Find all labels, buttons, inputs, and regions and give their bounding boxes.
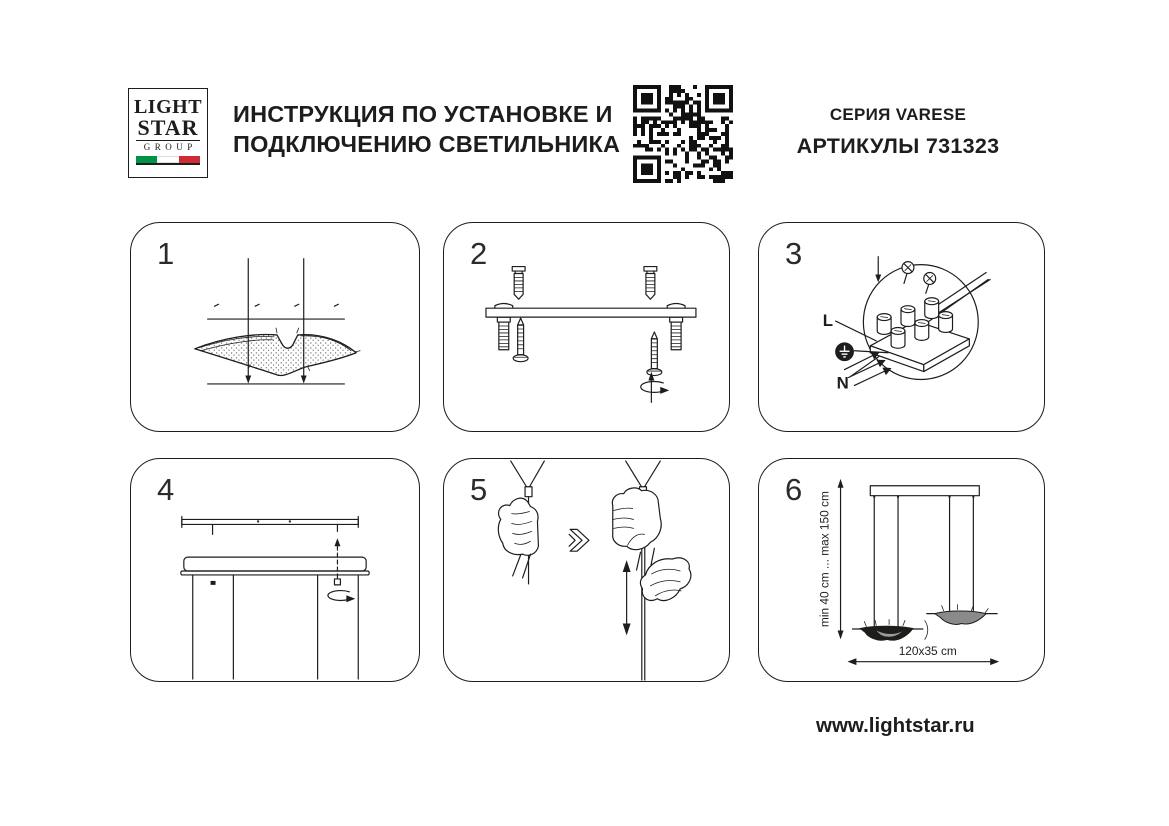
screw-head <box>495 303 513 308</box>
step-number: 5 <box>470 472 488 507</box>
rotate-arrow-icon <box>328 591 355 603</box>
step-number: 6 <box>785 472 803 507</box>
mounting-bracket <box>182 516 358 534</box>
step3-drawing <box>759 223 1044 431</box>
step4-drawing <box>131 459 419 681</box>
screw-head <box>667 303 685 308</box>
gripping-hand <box>498 498 538 578</box>
terminal-screw-icon <box>902 262 914 284</box>
step1-drawing <box>131 223 419 431</box>
step5-drawing <box>444 459 729 681</box>
step-panel-1 <box>130 222 420 432</box>
canopy <box>181 557 369 575</box>
terminal-cylinder <box>939 312 953 333</box>
left-shade <box>852 620 927 641</box>
step-number: 2 <box>470 236 488 271</box>
ground-icon <box>835 342 854 361</box>
next-step-arrow-icon <box>569 529 589 551</box>
terminal-block <box>870 298 969 372</box>
pulling-cloth <box>640 558 691 601</box>
width-dimension-label: 120x35 cm <box>898 644 957 659</box>
right-shade <box>927 605 997 625</box>
suspension-wires <box>193 575 359 679</box>
step-panel-5 <box>443 458 730 682</box>
screw-icon <box>647 332 662 376</box>
page-title <box>233 99 620 159</box>
series-info <box>758 105 1038 159</box>
terminal-cylinder <box>925 298 939 319</box>
bolt-icon <box>670 317 683 350</box>
series-label: СЕРИЯ VARESE <box>829 105 967 124</box>
logo-word-light: LIGHT <box>133 96 203 118</box>
screw-icon <box>513 318 528 362</box>
qr-code <box>633 85 733 183</box>
ceiling-marks <box>215 304 339 306</box>
step-number: 4 <box>157 472 175 507</box>
articul-label: АРТИКУЛЫ 731323 <box>796 134 1000 158</box>
line-lead <box>836 321 877 341</box>
holding-hand <box>612 488 661 570</box>
step-number: 3 <box>785 236 803 271</box>
italian-flag-icon <box>136 156 200 165</box>
title-line-1: ИНСТРУКЦИЯ ПО УСТАНОВКЕ И <box>233 101 613 127</box>
lamp-shade <box>195 328 360 376</box>
adjust-height-arrow-icon <box>623 560 631 635</box>
step-number: 1 <box>157 236 175 271</box>
suspension-wires <box>874 496 973 627</box>
ceiling-bar <box>870 486 979 498</box>
wall-plug-icon <box>512 267 525 300</box>
logo-word-group: GROUP <box>143 142 197 152</box>
lightstar-logo <box>128 88 208 178</box>
cable-gripper <box>211 581 216 585</box>
terminal-cylinder <box>901 306 915 327</box>
width-dimension <box>847 644 999 665</box>
logo-divider <box>136 140 200 141</box>
terminal-cylinder <box>915 320 929 341</box>
terminal-screw-icon <box>924 273 936 294</box>
title-line-2: ПОДКЛЮЧЕНИЮ СВЕТИЛЬНИКА <box>233 131 621 157</box>
neutral-label: N <box>836 373 849 393</box>
step-panel-4 <box>130 458 420 682</box>
insert-arrow-icon <box>875 257 881 283</box>
terminal-cylinder <box>891 327 905 348</box>
rotate-arrow-icon <box>641 372 669 403</box>
bolt-icon <box>497 317 510 350</box>
wall-plug-icon <box>644 267 657 300</box>
height-dimension-label: min 40 cm ... max 150 cm <box>817 491 832 628</box>
logo-word-star: STAR <box>137 115 199 140</box>
step-panel-3 <box>758 222 1045 432</box>
line-label: L <box>822 311 834 331</box>
height-dimension <box>818 479 844 640</box>
step-panel-2 <box>443 222 730 432</box>
terminal-cylinder <box>877 314 891 335</box>
mounting-bracket <box>486 308 696 317</box>
website-link: www.lightstar.ru <box>816 714 975 737</box>
step-panel-6 <box>758 458 1045 682</box>
lift-arrow-icon <box>334 538 340 585</box>
step2-drawing <box>444 223 729 431</box>
step6-drawing <box>759 459 1044 681</box>
